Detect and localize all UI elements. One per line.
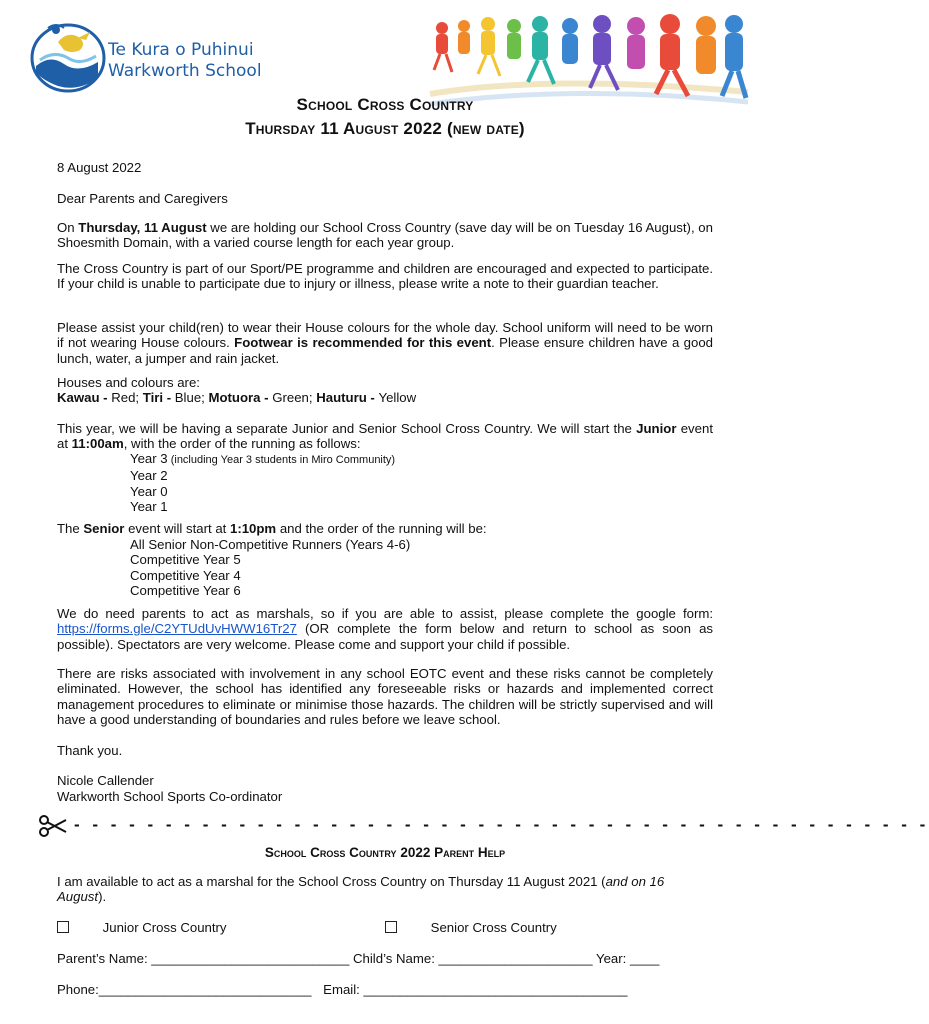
cut-line: - - - - - - - - - - - - - - - - - - - - - - - - - - - - - - - - - - - - - - - - - - - - - - - xyxy=(74,815,929,834)
page-title xyxy=(0,93,770,141)
list-item: Competitive Year 5 xyxy=(130,552,241,568)
intro-paragraph: On Thursday, 11 August we are holding our School Cross Country (save day will be on Tuesday 16 August), on Shoesmith Domain, with a varied course length for each year group. xyxy=(57,220,713,251)
list-item: Year 1 xyxy=(130,499,168,515)
form-intro: I am available to act as a marshal for the School Cross Country on Thursday 11 August 2021 (and on 16 August). xyxy=(57,874,665,905)
thanks: Thank you. xyxy=(57,743,123,758)
houses-intro: Houses and colours are: xyxy=(57,375,200,390)
list-item: Competitive Year 4 xyxy=(130,567,241,583)
marshals-paragraph: We do need parents to act as marshals, so if you are able to assist, please complete the google form: https://forms.gle/C2YTUdUvHWW16Tr27 (OR complete the form below and return to school as soon as possible). Spectators are very welcome. Please come and support your child if possible. xyxy=(57,606,713,652)
senior-order-list xyxy=(57,537,410,599)
phone-field[interactable]: Phone:_____________________________ xyxy=(57,982,312,997)
participation-paragraph: The Cross Country is part of our Sport/PE programme and children are encouraged and expected to participate. If your child is unable to participate due to injury or illness, please write a note to their guardian teacher. xyxy=(57,261,713,292)
junior-paragraph: This year, we will be having a separate Junior and Senior School Cross Country. We will start the Junior event at 11:00am, with the order of the running as follows: xyxy=(57,421,713,452)
scissors-icon xyxy=(38,814,68,838)
google-form-link[interactable]: https://forms.gle/C2YTUdUvHWW16Tr27 xyxy=(57,621,297,637)
signoff-name: Nicole Callender xyxy=(57,773,154,788)
senior-checkbox[interactable] xyxy=(385,921,397,933)
signoff-role: Warkworth School Sports Co-ordinator xyxy=(57,789,283,804)
form-title: School Cross Country 2022 Parent Help xyxy=(264,845,506,860)
letter-date: 8 August 2022 xyxy=(57,160,142,175)
names-row xyxy=(57,951,659,966)
senior-option xyxy=(385,920,557,935)
house-colours-paragraph: Please assist your child(ren) to wear their House colours for the whole day. School uniform will need to be worn if not wearing House colours. Footwear is recommended for this event. Please ensure children have a good lunch, water, a jumper and rain jacket. xyxy=(57,320,713,366)
list-item: Year 2 xyxy=(130,468,168,484)
risks-paragraph: There are risks associated with involvement in any school EOTC event and these risks cannot be completely eliminated. However, the school has identified any foreseeable risks or hazards and implemented correct management procedures to eliminate or minimise those hazards. The children will be strictly supervised and will have a good understanding of boundaries and rules before we leave school. xyxy=(57,666,713,728)
title-line1: School Cross Country xyxy=(296,95,474,114)
junior-checkbox[interactable] xyxy=(57,921,69,933)
parent-name-field[interactable]: Parent’s Name: ___________________________ xyxy=(57,951,350,966)
logo-emblem-icon xyxy=(28,16,108,96)
junior-order-list xyxy=(57,451,395,515)
list-item: All Senior Non-Competitive Runners (Years 4-6) xyxy=(130,537,411,552)
school-name-line2: Warkworth School xyxy=(108,61,262,81)
list-item: Competitive Year 6 xyxy=(130,583,241,599)
list-item: Year 0 xyxy=(130,483,168,499)
list-item: Year 3 (including Year 3 students in Miro Community) xyxy=(130,451,396,466)
senior-paragraph: The Senior event will start at 1:10pm and the order of the running will be: xyxy=(57,521,487,536)
greeting: Dear Parents and Caregivers xyxy=(57,191,228,206)
year-field[interactable]: Year: ____ xyxy=(595,951,660,966)
school-logo xyxy=(28,16,108,96)
junior-option-label: Junior Cross Country xyxy=(102,920,227,935)
junior-option xyxy=(57,920,227,935)
child-name-field[interactable]: Child’s Name: _____________________ xyxy=(353,951,593,966)
email-field[interactable]: Email: ____________________________________ xyxy=(323,982,628,997)
title-line2: Thursday 11 August 2022 (new date) xyxy=(245,119,525,138)
school-name xyxy=(108,40,262,82)
senior-option-label: Senior Cross Country xyxy=(430,920,557,935)
contact-row xyxy=(57,982,628,997)
houses-list: Kawau - Red; Tiri - Blue; Motuora - Green; Hauturu - Yellow xyxy=(57,390,417,405)
school-name-line1: Te Kura o Puhinui xyxy=(108,40,254,60)
